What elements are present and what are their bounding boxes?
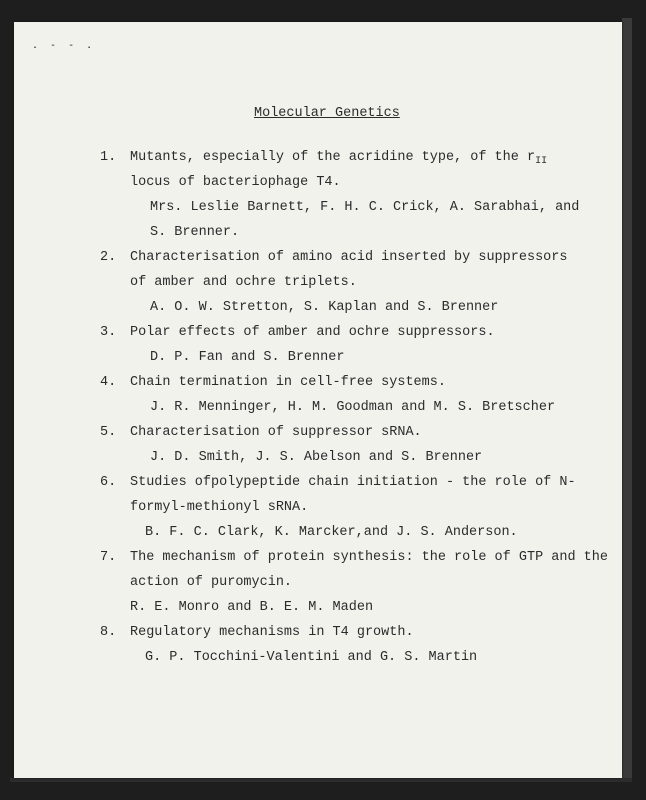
item-8-authors: G. P. Tocchini-Valentini and G. S. Martin — [145, 650, 478, 665]
item-5-number: 5. — [100, 425, 117, 440]
item-6-title-line-2: formyl-methionyl sRNA. — [130, 500, 309, 515]
item-4-number: 4. — [100, 375, 117, 390]
page-specks: . - - . — [32, 40, 96, 51]
item-7-title-line-2: action of puromycin. — [130, 575, 293, 590]
item-1-subscript: II — [535, 156, 548, 167]
item-1-title-line-1: Mutants, especially of the acridine type, of the $r_{II}$ — [130, 150, 548, 167]
item-1-title-line-2: locus of bacteriophage T4. — [130, 175, 341, 190]
binder-edge-right — [622, 18, 632, 782]
item-8-title: Regulatory mechanisms in T4 growth. — [130, 625, 414, 640]
item-2-authors: A. O. W. Stretton, S. Kaplan and S. Brenner — [150, 300, 499, 315]
item-7-number: 7. — [100, 550, 117, 565]
item-7-title-line-1: The mechanism of protein synthesis: the role of GTP and the — [130, 550, 608, 565]
item-3-title: Polar effects of amber and ochre suppressors. — [130, 325, 495, 340]
document-title: Molecular Genetics — [254, 106, 400, 121]
item-4-title: Chain termination in cell-free systems. — [130, 375, 446, 390]
item-1-authors-line-1: Mrs. Leslie Barnett, F. H. C. Crick, A. Sarabhai, and — [150, 200, 580, 215]
item-1-authors-line-2: S. Brenner. — [150, 225, 240, 240]
binder-edge-bottom — [10, 778, 632, 782]
item-6-number: 6. — [100, 475, 117, 490]
item-1-number: 1. — [100, 150, 117, 165]
item-2-title-line-1: Characterisation of amino acid inserted by suppressors — [130, 250, 568, 265]
item-6-authors: B. F. C. Clark, K. Marcker,and J. S. Anderson. — [145, 525, 518, 540]
item-4-authors: J. R. Menninger, H. M. Goodman and M. S. Bretscher — [150, 400, 556, 415]
item-2-title-line-2: of amber and ochre triplets. — [130, 275, 357, 290]
item-2-number: 2. — [100, 250, 117, 265]
item-5-title: Characterisation of suppressor sRNA. — [130, 425, 422, 440]
item-3-authors: D. P. Fan and S. Brenner — [150, 350, 345, 365]
item-5-authors: J. D. Smith, J. S. Abelson and S. Brenner — [150, 450, 483, 465]
item-8-number: 8. — [100, 625, 117, 640]
item-6-title-line-1: Studies ofpolypeptide chain initiation - the role of N- — [130, 475, 576, 490]
item-3-number: 3. — [100, 325, 117, 340]
item-7-authors: R. E. Monro and B. E. M. Maden — [130, 600, 374, 615]
